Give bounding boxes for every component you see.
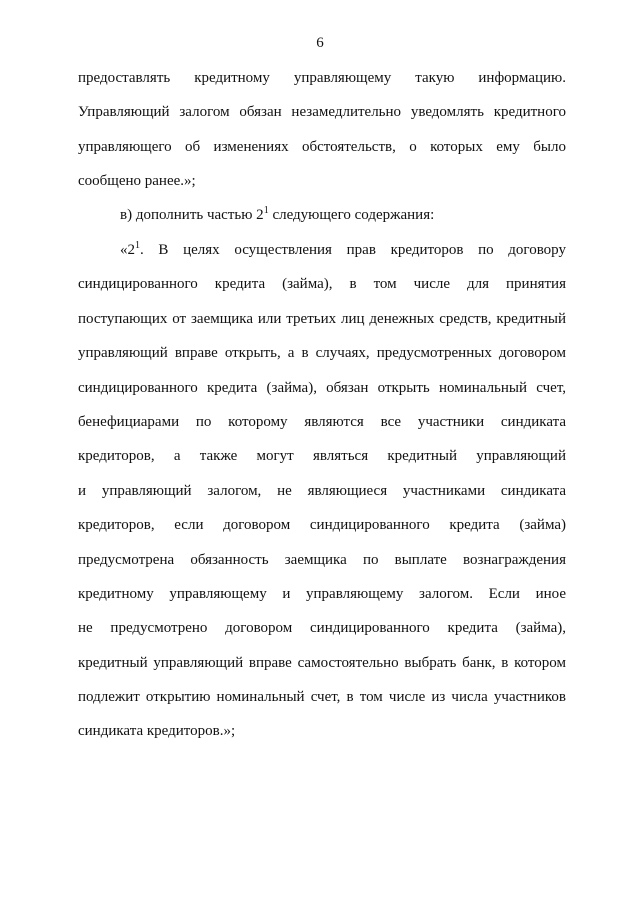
- text-line: синдицированного кредита (займа), в том числе для принятия: [78, 276, 566, 293]
- text-fragment: в) дополнить частью 2: [120, 207, 264, 223]
- text-line: кредиторов, а также могут являться кредитный управляющий: [78, 448, 566, 465]
- text-line: предоставлять кредитному управляющему такую информацию.: [78, 70, 566, 86]
- superscript: 1: [135, 240, 140, 251]
- text-line: кредиторов, если договором синдицированного кредита (займа): [78, 517, 566, 534]
- text-line: кредитный управляющий вправе самостоятельно выбрать банк, в котором: [78, 654, 566, 671]
- text-line: подлежит открытию номинальный счет, в том числе из числа участников: [78, 689, 566, 706]
- text-line: Управляющий залогом обязан незамедлительно уведомлять кредитного: [78, 104, 566, 121]
- text-line: управляющего об изменениях обстоятельств, о которых ему было: [78, 138, 566, 155]
- paragraph-continuation: [78, 69, 566, 207]
- text-fragment: . В целях осуществления прав кредиторов по договору: [140, 242, 566, 258]
- text-line: [78, 206, 566, 240]
- text-line: кредитному управляющему и управляющему залогом. Если иное: [78, 585, 566, 602]
- paragraph-new-part: [78, 241, 566, 757]
- superscript: 1: [263, 205, 269, 216]
- text-fragment: «2: [120, 242, 135, 258]
- paragraph-amendment-intro: [78, 206, 566, 240]
- text-line: предусмотрена обязанность заемщика по выплате вознаграждения: [78, 551, 566, 568]
- text-line: поступающих от заемщика или третьих лиц денежных средств, кредитный: [78, 310, 566, 327]
- text-line: бенефициарами по которому являются все участники синдиката: [78, 413, 566, 430]
- text-fragment: следующего содержания:: [268, 207, 435, 223]
- text-line: [78, 241, 566, 275]
- text-line: не предусмотрено договором синдицированного кредита (займа),: [78, 620, 566, 637]
- text-line: сообщено ранее.»;: [78, 173, 196, 190]
- text-line: и управляющий залогом, не являющиеся участниками синдиката: [78, 482, 566, 499]
- text-line: синдиката кредиторов.»;: [78, 723, 236, 740]
- text-line: синдицированного кредита (займа), обязан открыть номинальный счет,: [78, 379, 566, 396]
- text-line: управляющий вправе открыть, а в случаях, предусмотренных договором: [78, 345, 566, 362]
- page-number: 6: [316, 35, 324, 51]
